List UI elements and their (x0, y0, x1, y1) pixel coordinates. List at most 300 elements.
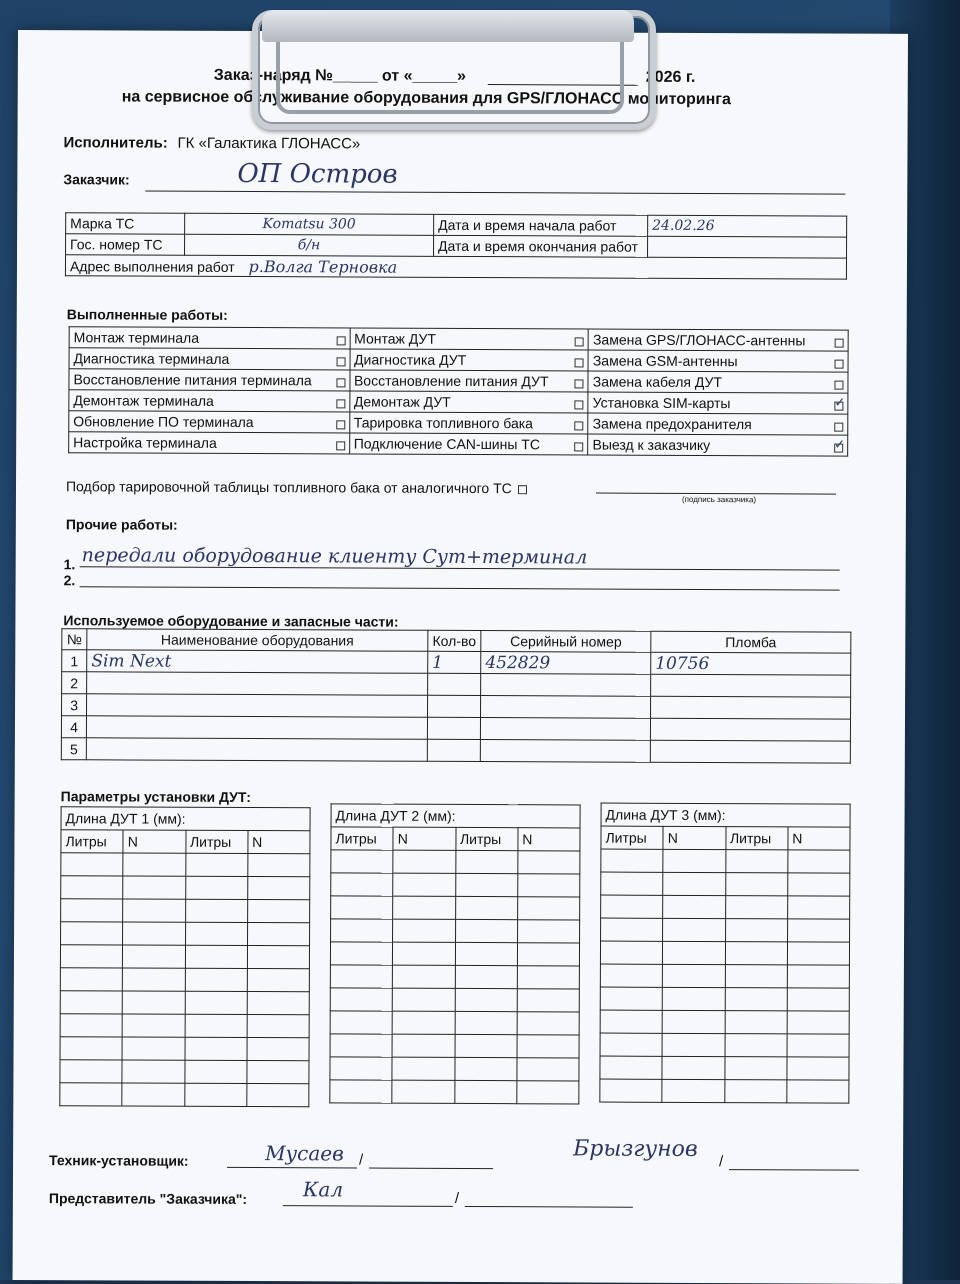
works-cell-2-3 (349, 370, 588, 392)
dut-header-cell: Литры (455, 827, 517, 850)
works-cell-1-3 (69, 369, 350, 391)
dut-cell (331, 850, 393, 873)
works-item-label: Установка SIM-карты (592, 394, 731, 412)
dut-header-cell: N (788, 827, 850, 850)
header-line2: на сервисное обслуживание оборудования для GPS/ГЛОНАСС мониторинга (121, 88, 731, 109)
works-table (68, 326, 849, 456)
equipment-cell (481, 696, 651, 719)
dut-cell (123, 876, 185, 899)
dut-cell (455, 919, 517, 942)
dut-cell (517, 920, 579, 943)
dut-cell (725, 1034, 787, 1057)
works-cell-3-6 (588, 434, 848, 456)
works-checkbox[interactable] (574, 442, 583, 451)
equipment-cell (427, 739, 480, 761)
address-label-cell (65, 255, 433, 278)
dut-cell (330, 1034, 392, 1057)
equipment-header-cell: Пломба (651, 631, 851, 653)
dut-cell (663, 872, 725, 895)
plate-value: б/н (185, 234, 434, 256)
works-checkbox[interactable] (336, 399, 345, 408)
dut-cell (60, 1060, 122, 1083)
works-checkbox[interactable] (336, 378, 345, 387)
dut-cell (393, 919, 455, 942)
equipment-cell (651, 674, 851, 697)
dut-row (601, 918, 850, 942)
dut-cell (331, 873, 393, 896)
customer-label: Заказчик: (63, 171, 130, 188)
address-rest (433, 256, 846, 279)
dut-cell (392, 1057, 454, 1080)
dut-cell (600, 1033, 662, 1056)
equipment-cell: 1 (428, 651, 481, 673)
works-checkbox[interactable] (575, 358, 584, 367)
works-checkbox[interactable] (575, 400, 584, 409)
brand-label: Марка ТС (66, 213, 185, 235)
dut-cell (600, 987, 662, 1010)
dut-row (600, 1079, 849, 1103)
dut-cell (455, 942, 517, 965)
other-n1: 1. (63, 556, 76, 573)
dut-row (600, 1056, 849, 1080)
dut-cell (247, 969, 309, 992)
dut-cell (393, 873, 455, 896)
dut-row (330, 965, 579, 989)
equipment-cell: 4 (61, 716, 86, 738)
dut-header-cell: Литры (185, 830, 247, 853)
dut-cell (122, 1060, 184, 1083)
dut-cell (247, 1015, 309, 1038)
other-line2 (80, 586, 840, 590)
dut-row (60, 1083, 309, 1107)
dut-row (60, 945, 309, 969)
dut-cell (185, 876, 247, 899)
dut-cell (724, 1057, 786, 1080)
works-item-label: Подключение CAN-шины ТС (353, 435, 541, 453)
dut-cell (455, 988, 517, 1011)
dut-cell (247, 1038, 309, 1061)
dut-row (600, 987, 849, 1011)
dut-cell (185, 945, 247, 968)
dut-row (330, 942, 579, 966)
works-item-label: Замена кабеля ДУТ (592, 373, 723, 391)
works-item-label: Демонтаж терминала (73, 392, 214, 409)
dut-cell (600, 941, 662, 964)
dut-row (330, 1080, 579, 1104)
dut-cell (455, 850, 517, 873)
dut-cell (247, 877, 309, 900)
equipment-cell (427, 673, 480, 695)
equipment-cell: 10756 (651, 652, 851, 675)
works-item-label: Монтаж ДУТ (354, 330, 436, 347)
rep-signature: Кал (302, 1177, 344, 1202)
dut-cell (787, 1034, 849, 1057)
dut-cell (518, 851, 580, 874)
dut-cell (724, 1080, 786, 1103)
works-cell-1-5 (69, 411, 350, 433)
works-item-label: Замена предохранителя (592, 415, 752, 433)
dut-row (600, 964, 849, 988)
start-value: 24.02.26 (648, 215, 847, 237)
works-checkbox[interactable] (834, 423, 843, 432)
dut-length-label: Длина ДУТ 1 (мм): (61, 807, 310, 831)
equipment-cell: Sim Next (87, 650, 428, 673)
dut-cell (600, 1010, 662, 1033)
dut-row (60, 1014, 309, 1038)
works-checkbox[interactable] (834, 402, 843, 411)
vehicle-table (65, 212, 847, 279)
dut-cell (247, 1061, 309, 1084)
dut-cell (725, 850, 787, 873)
dut-cell (600, 1079, 662, 1102)
dut-cell (787, 1057, 849, 1080)
works-cell-2-6 (349, 433, 588, 455)
dut-cell (393, 896, 455, 919)
equipment-cell (87, 716, 428, 739)
works-cell-2-4 (349, 391, 588, 413)
tariff-label (66, 478, 527, 496)
works-item-label: Тарировка топливного бака (353, 414, 534, 432)
works-cell-3-3 (588, 371, 848, 393)
customer-line (145, 191, 845, 195)
dut-header-cell: Литры (601, 826, 663, 849)
dut-cell (61, 899, 123, 922)
dut-cell (330, 942, 392, 965)
dut-row (60, 1060, 309, 1084)
dut-cell (787, 1011, 849, 1034)
dut-cell (455, 873, 517, 896)
dut-cell (517, 1058, 579, 1081)
dut-cell (393, 850, 455, 873)
clip-top-bar (262, 10, 634, 42)
works-item-label: Демонтаж ДУТ (353, 393, 451, 410)
dut-length-label: Длина ДУТ 3 (мм): (601, 803, 850, 827)
other-n2: 2. (63, 572, 76, 589)
dut-cell (185, 899, 247, 922)
work-order-sheet (13, 30, 908, 1284)
dut-table-2 (329, 803, 580, 1104)
works-checkbox[interactable] (575, 337, 584, 346)
works-checkbox[interactable] (835, 360, 844, 369)
dut-cell (787, 965, 849, 988)
dut-cell (787, 896, 849, 919)
works-item-label: Монтаж терминала (73, 329, 200, 346)
dut-cell (455, 896, 517, 919)
dut-cell (123, 968, 185, 991)
dut-cell (663, 941, 725, 964)
dut-cell (517, 874, 579, 897)
dut-row (330, 1034, 579, 1058)
equipment-cell (481, 674, 651, 697)
tech-slash-2: / (719, 1153, 724, 1171)
dut-header-cell: N (123, 830, 185, 853)
other-title: Прочие работы: (65, 516, 178, 533)
works-item-label: Замена GSM-антенны (592, 352, 738, 370)
dut-cell (725, 1011, 787, 1034)
dut-cell (787, 1080, 849, 1103)
equipment-cell (87, 694, 428, 717)
dut-cell (787, 988, 849, 1011)
rep-sign-line (283, 1205, 453, 1207)
dut-cell (725, 919, 787, 942)
dut-cell (330, 1057, 392, 1080)
works-cell-2-5 (349, 412, 588, 434)
dut-cell (725, 873, 787, 896)
dut-row (331, 919, 580, 943)
start-label: Дата и время начала работ (434, 214, 648, 236)
works-checkbox[interactable] (834, 381, 843, 390)
dut-cell (517, 943, 579, 966)
dut-cell (123, 945, 185, 968)
tech-name-line-2 (729, 1169, 859, 1171)
equipment-cell (650, 740, 850, 763)
dut-cell (61, 853, 123, 876)
tech-name-line (369, 1168, 493, 1170)
dut-cell (663, 964, 725, 987)
works-checkbox[interactable] (834, 444, 843, 453)
dut-row (601, 895, 850, 919)
dut-cell (725, 896, 787, 919)
rep-slash: / (454, 1189, 460, 1207)
works-cell-3-1 (588, 329, 848, 351)
dut-cell (725, 988, 787, 1011)
works-item-label: Выезд к заказчику (592, 436, 711, 454)
equipment-header-cell: Наименование оборудования (87, 629, 428, 651)
dut-cell (61, 876, 123, 899)
dut-cell (517, 897, 579, 920)
dut-cell (331, 919, 393, 942)
dut-cell (601, 872, 663, 895)
dut-row (61, 899, 310, 923)
works-item-label: Настройка терминала (73, 434, 217, 451)
dut-header-cell: N (248, 831, 310, 854)
dut-cell (787, 919, 849, 942)
equipment-row (61, 738, 850, 763)
dut-cell (184, 1083, 246, 1106)
dut-header-cell: Литры (61, 830, 123, 853)
dut-cell (517, 1035, 579, 1058)
dut-row (61, 876, 310, 900)
tech-signature: Мусаев (265, 1141, 344, 1166)
dut-cell (663, 849, 725, 872)
equipment-cell (87, 672, 428, 695)
dut-cell (517, 966, 579, 989)
dut-cell (787, 873, 849, 896)
works-checkbox[interactable] (835, 339, 844, 348)
equipment-cell: 5 (61, 738, 86, 760)
equipment-cell (650, 696, 850, 719)
dut-cell (517, 1012, 579, 1035)
customer-value: ОП Остров (237, 158, 398, 190)
dut-cell (184, 1060, 246, 1083)
header-line1-part2: 2026 г. (645, 68, 696, 86)
works-item-label: Восстановление питания терминала (73, 371, 312, 389)
rep-label: Представитель "Заказчика": (48, 1190, 248, 1208)
works-cell-1-2 (69, 348, 350, 370)
works-title: Выполненные работы: (66, 306, 228, 323)
dut-cell (662, 1033, 724, 1056)
dut-cell (662, 1056, 724, 1079)
dut-cell (185, 922, 247, 945)
dut-cell (247, 992, 309, 1015)
dut-cell (60, 991, 122, 1014)
equipment-cell: 1 (62, 650, 87, 672)
dut-cell (455, 1011, 517, 1034)
dut-cell (454, 1057, 516, 1080)
brand-value: Komatsu 300 (185, 213, 434, 235)
dut-cell (392, 1034, 454, 1057)
dut-cell (662, 987, 724, 1010)
tariff-sign-caption: (подпись заказчика) (681, 494, 757, 505)
dut-header-cell: N (663, 826, 725, 849)
equipment-cell: 2 (62, 672, 87, 694)
end-value (648, 236, 847, 258)
dut-cell (392, 1080, 454, 1103)
dut-cell (123, 899, 185, 922)
dut-cell (454, 1080, 516, 1103)
address-label: Адрес выполнения работ (69, 257, 235, 275)
works-checkbox[interactable] (336, 420, 345, 429)
dut-cell (60, 1037, 122, 1060)
dut-table-3 (599, 803, 850, 1104)
dut-row (331, 850, 580, 874)
tariff-text: Подбор тарировочной таблицы топливного бака от аналогичного ТС (65, 478, 512, 497)
dut-row (60, 1037, 309, 1061)
dut-cell (392, 1011, 454, 1034)
dut-cell (60, 1083, 122, 1106)
works-item-label: Диагностика терминала (73, 350, 230, 367)
works-cell-1-6 (69, 432, 350, 454)
dut-cell (788, 850, 850, 873)
works-checkbox[interactable] (336, 441, 345, 450)
dut-cell (185, 853, 247, 876)
other-v1: передали оборудование клиенту Сут+терминал (81, 544, 588, 569)
works-cell-2-1 (350, 328, 589, 350)
dut-cell (185, 991, 247, 1014)
dut-row (330, 1057, 579, 1081)
dut-cell (185, 1037, 247, 1060)
dut-cell (247, 946, 309, 969)
works-cell-3-2 (588, 350, 848, 372)
equipment-cell (427, 717, 480, 739)
dut-cell (61, 922, 123, 945)
equipment-cell (481, 718, 651, 741)
dut-row (331, 896, 580, 920)
dut-row (61, 853, 310, 877)
dut-cell (123, 853, 185, 876)
dut-cell (517, 1081, 579, 1104)
plate-label: Гос. номер ТС (66, 234, 185, 256)
works-checkbox[interactable] (575, 421, 584, 430)
dut-row (60, 968, 309, 992)
works-checkbox[interactable] (336, 357, 345, 366)
dut-cell (185, 1014, 247, 1037)
dut-cell (247, 1084, 309, 1107)
dut-cell (123, 922, 185, 945)
works-cell-3-4 (588, 392, 848, 414)
dut-cell (185, 968, 247, 991)
dut-cell (330, 965, 392, 988)
dut-table-1 (59, 806, 310, 1107)
tech-slash: / (359, 1151, 364, 1169)
dut-length-label: Длина ДУТ 2 (мм): (331, 804, 580, 828)
equipment-title: Используемое оборудование и запасные части: (63, 612, 399, 630)
tech-sign-line (227, 1167, 357, 1169)
dut-row (601, 849, 850, 873)
dut-row (330, 988, 579, 1012)
dut-cell (600, 1056, 662, 1079)
dut-cell (330, 1080, 392, 1103)
header-line1-part1: Заказ-наряд №_____ от «_____» (213, 66, 466, 85)
equipment-header-cell: № (62, 629, 87, 650)
executor-label: Исполнитель: (63, 134, 168, 152)
works-item-label: Восстановление питания ДУТ (353, 372, 549, 390)
dut-cell (331, 896, 393, 919)
tariff-checkbox[interactable] (518, 485, 527, 494)
dut-cell (725, 942, 787, 965)
rep-name-line (465, 1206, 633, 1208)
dut-header-cell: N (518, 828, 580, 851)
dut-cell (122, 991, 184, 1014)
equipment-table (61, 628, 852, 763)
works-checkbox[interactable] (336, 336, 345, 345)
dut-cell (247, 900, 309, 923)
dut-row (330, 1011, 579, 1035)
works-item-label: Обновление ПО терминала (73, 413, 254, 431)
dut-row (331, 873, 580, 897)
dut-cell (662, 1079, 724, 1102)
equipment-cell (427, 695, 480, 717)
dut-cell (330, 1011, 392, 1034)
works-cell-2-2 (350, 349, 589, 371)
equipment-cell (86, 738, 427, 761)
dut-cell (517, 989, 579, 1012)
dut-cell (725, 965, 787, 988)
equipment-header-cell: Кол-во (428, 630, 481, 651)
dut-row (600, 1033, 849, 1057)
dut-cell (330, 988, 392, 1011)
dut-row (601, 872, 850, 896)
dut-row (61, 922, 310, 946)
dut-row (600, 1010, 849, 1034)
dut-cell (663, 895, 725, 918)
equipment-cell (650, 718, 850, 741)
works-item-label: Замена GPS/ГЛОНАСС-антенны (592, 331, 806, 349)
dut-header-cell: Литры (331, 827, 393, 850)
works-checkbox[interactable] (575, 379, 584, 388)
dut-header-cell: N (393, 827, 455, 850)
dut-cell (60, 1014, 122, 1037)
tech-name: Брызгунов (573, 1136, 698, 1162)
works-cell-1-1 (69, 327, 350, 349)
dut-cell (663, 918, 725, 941)
end-label: Дата и время окончания работ (434, 235, 648, 257)
works-cell-1-4 (69, 390, 350, 412)
works-cell-3-5 (588, 413, 848, 435)
dut-cell (393, 942, 455, 965)
dut-cell (247, 923, 309, 946)
dut-header-cell: Литры (725, 827, 787, 850)
equipment-cell (480, 740, 650, 763)
dut-row (60, 991, 309, 1015)
dut-cell (662, 1010, 724, 1033)
dut-cell (122, 1037, 184, 1060)
dut-cell (600, 964, 662, 987)
equipment-cell: 452829 (481, 652, 651, 675)
works-item-label: Диагностика ДУТ (354, 351, 467, 368)
tech-label: Техник-установщик: (49, 1152, 189, 1169)
address-value: р.Волга Терновка (248, 256, 398, 277)
